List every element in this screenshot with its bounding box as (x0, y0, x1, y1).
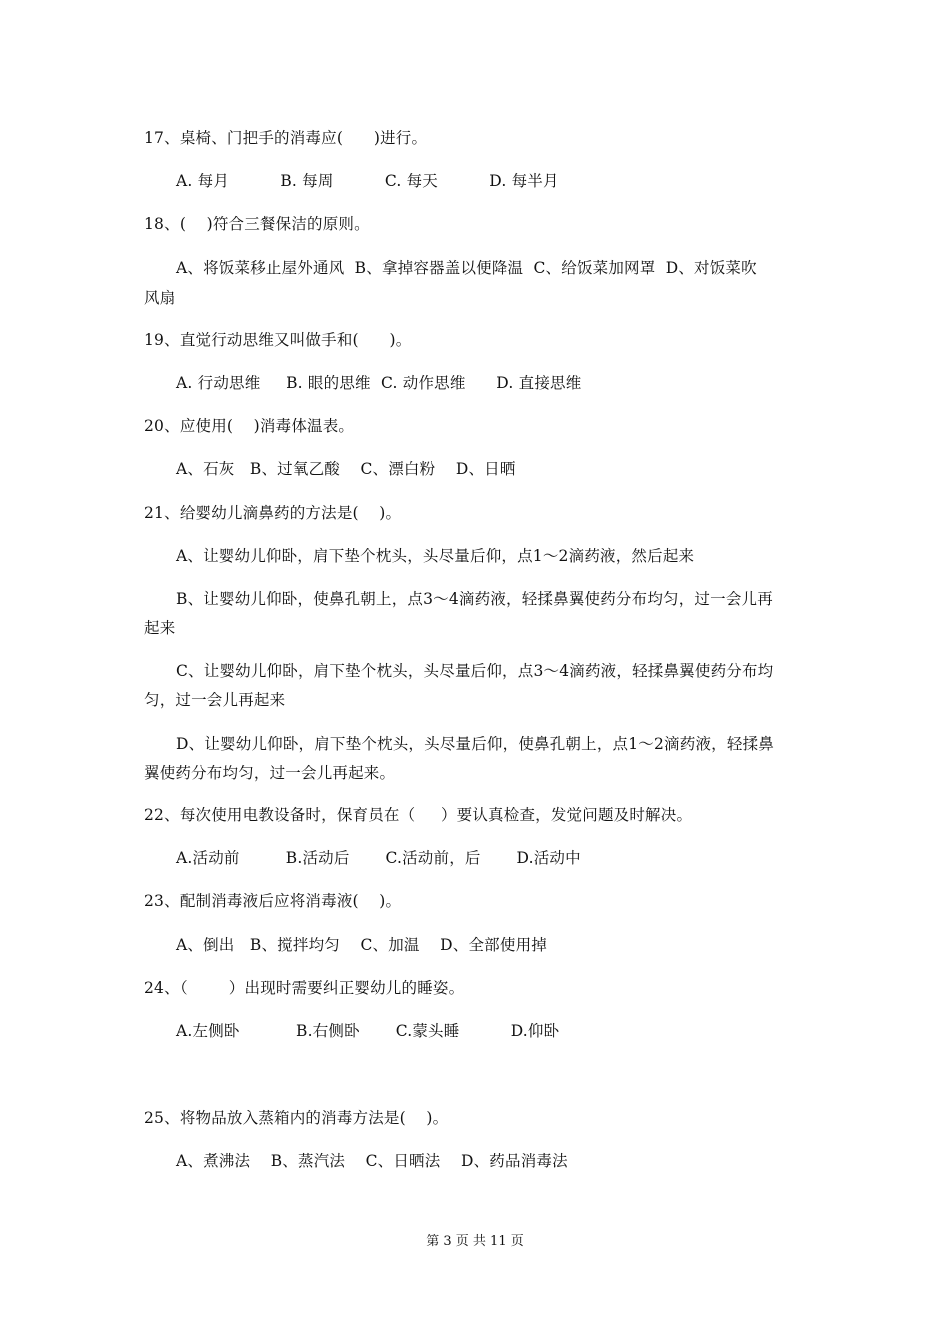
question-23: 23、配制消毒液后应将消毒液( )。 (144, 892, 402, 910)
option-21-c-cont: 匀，过一会儿再起来 (144, 691, 286, 709)
option-21-b-cont: 起来 (144, 619, 176, 637)
options-18-cont: 风扇 (144, 289, 176, 307)
option-21-b: B、让婴幼儿仰卧，使鼻孔朝上，点3～4滴药液，轻揉鼻翼使药分布均匀，过一会儿再 (176, 590, 773, 608)
question-22: 22、每次使用电教设备时，保育员在（ ）要认真检查，发觉问题及时解决。 (144, 806, 693, 824)
page-footer: 第 3 页 共 11 页 (426, 1234, 524, 1249)
question-17: 17、桌椅、门把手的消毒应( )进行。 (144, 129, 428, 147)
question-19: 19、直觉行动思维又叫做手和( )。 (144, 331, 412, 349)
question-21: 21、给婴幼儿滴鼻药的方法是( )。 (144, 504, 402, 522)
option-21-d: D、让婴幼儿仰卧，肩下垫个枕头，头尽量后仰，使鼻孔朝上，点1～2滴药液，轻揉鼻 (176, 735, 774, 753)
options-24: A.左侧卧 B.右侧卧 C.蒙头睡 D.仰卧 (176, 1022, 560, 1040)
question-24: 24、（ ）出现时需要纠正婴幼儿的睡姿。 (144, 979, 465, 997)
option-21-d-cont: 翼使药分布均匀，过一会儿再起来。 (144, 764, 396, 782)
options-25: A、煮沸法 B、蒸汽法 C、日晒法 D、药品消毒法 (176, 1152, 568, 1170)
options-17: A. 每月 B. 每周 C. 每天 D. 每半月 (176, 172, 559, 190)
options-23: A、倒出 B、搅拌均匀 C、加温 D、全部使用掉 (176, 936, 547, 954)
option-21-a: A、让婴幼儿仰卧，肩下垫个枕头，头尽量后仰，点1～2滴药液，然后起来 (176, 547, 695, 565)
options-20: A、石灰 B、过氧乙酸 C、漂白粉 D、日晒 (176, 460, 516, 478)
question-25: 25、将物品放入蒸箱内的消毒方法是( )。 (144, 1109, 449, 1127)
options-19: A. 行动思维 B. 眼的思维 C. 动作思维 D. 直接思维 (176, 374, 582, 392)
option-21-c: C、让婴幼儿仰卧，肩下垫个枕头，头尽量后仰，点3～4滴药液，轻揉鼻翼使药分布均 (176, 662, 774, 680)
options-22: A.活动前 B.活动后 C.活动前，后 D.活动中 (176, 849, 581, 867)
options-18: A、将饭菜移止屋外通风 B、拿掉容器盖以便降温 C、给饭菜加网罩 D、对饭菜吹 (176, 259, 757, 277)
question-20: 20、应使用( )消毒体温表。 (144, 417, 355, 435)
question-18: 18、( )符合三餐保洁的原则。 (144, 215, 370, 233)
